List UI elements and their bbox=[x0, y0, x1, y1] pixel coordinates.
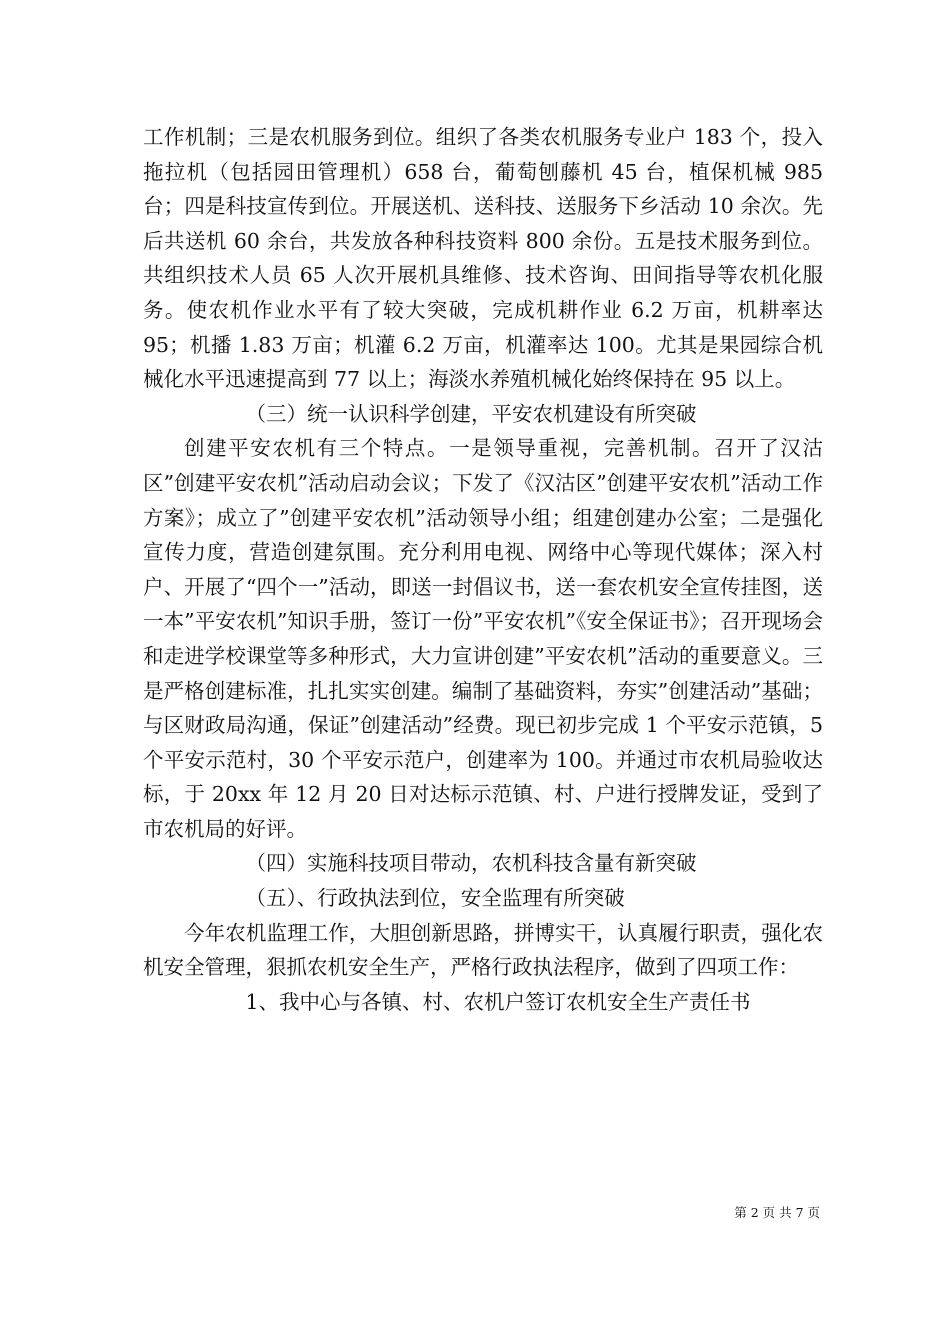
paragraph-service-results: 工作机制；三是农机服务到位。组织了各类农机服务专业户 183 个，投入拖拉机（包括园田管理机）658 台，葡萄刨藤机 45 台，植保机械 985 台；四是科技宣传到位。开展送机、送科技、送服务下乡活动 10 余次。先后共送机 60 余台，共发放各种科技资料 800 余份。五是技术服务到位。共组织技术人员 65 人次开展机具维修、技术咨询、田间指导等农机化服务。使农机作业水平有了较大突破，完成机耕作业 6.2 万亩，机耕率达 95；机播 1.83 万亩；机灌 6.2 万亩，机灌率达 100。尤其是果园综合机械化水平迅速提高到 77 以上；海淡水养殖机械化始终保持在 95 以上。 bbox=[143, 125, 823, 392]
list-item-1: 1、我中心与各镇、村、农机户签订农机安全生产责任书 bbox=[245, 989, 751, 1014]
section-heading-5: （五）、行政执法到位，安全监理有所突破 bbox=[245, 886, 625, 911]
page-number-footer: 第 2 页 共 7 页 bbox=[734, 1205, 820, 1220]
paragraph-supervision-work: 今年农机监理工作，大胆创新思路，拼博实干，认真履行职责，强化农机安全管理，狠抓农机安全生产，严格行政执法程序，做到了四项工作： bbox=[143, 920, 823, 980]
document-body bbox=[143, 120, 823, 1019]
section-heading-3: （三）统一认识科学创建，平安农机建设有所突破 bbox=[245, 401, 697, 426]
section-heading-4: （四）实施科技项目带动，农机科技含量有新突破 bbox=[245, 851, 697, 876]
paragraph-safe-agri-machinery: 创建平安农机有三个特点。一是领导重视，完善机制。召开了汉沽区”创建平安农机”活动启动会议；下发了《汉沽区”创建平安农机”活动工作方案》；成立了”创建平安农机”活动领导小组；组建创建办公室；二是强化宣传力度，营造创建氛围。充分利用电视、网络中心等现代媒体；深入村户、开展了“四个一”活动，即送一封倡议书，送一套农机安全宣传挂图，送一本”平安农机”知识手册，签订一份”平安农机”《安全保证书》；召开现场会和走进学校课堂等多种形式，大力宣讲创建”平安农机”活动的重要意义。三是严格创建标准，扎扎实实创建。编制了基础资料，夯实”创建活动”基础；与区财政局沟通，保证”创建活动”经费。现已初步完成 1 个平安示范镇，5 个平安示范村，30 个平安示范户，创建率为 100。并通过市农机局验收达标，于 20xx 年 12 月 20 日对达标示范镇、村、户进行授牌发证，受到了市农机局的好评。 bbox=[143, 436, 823, 841]
